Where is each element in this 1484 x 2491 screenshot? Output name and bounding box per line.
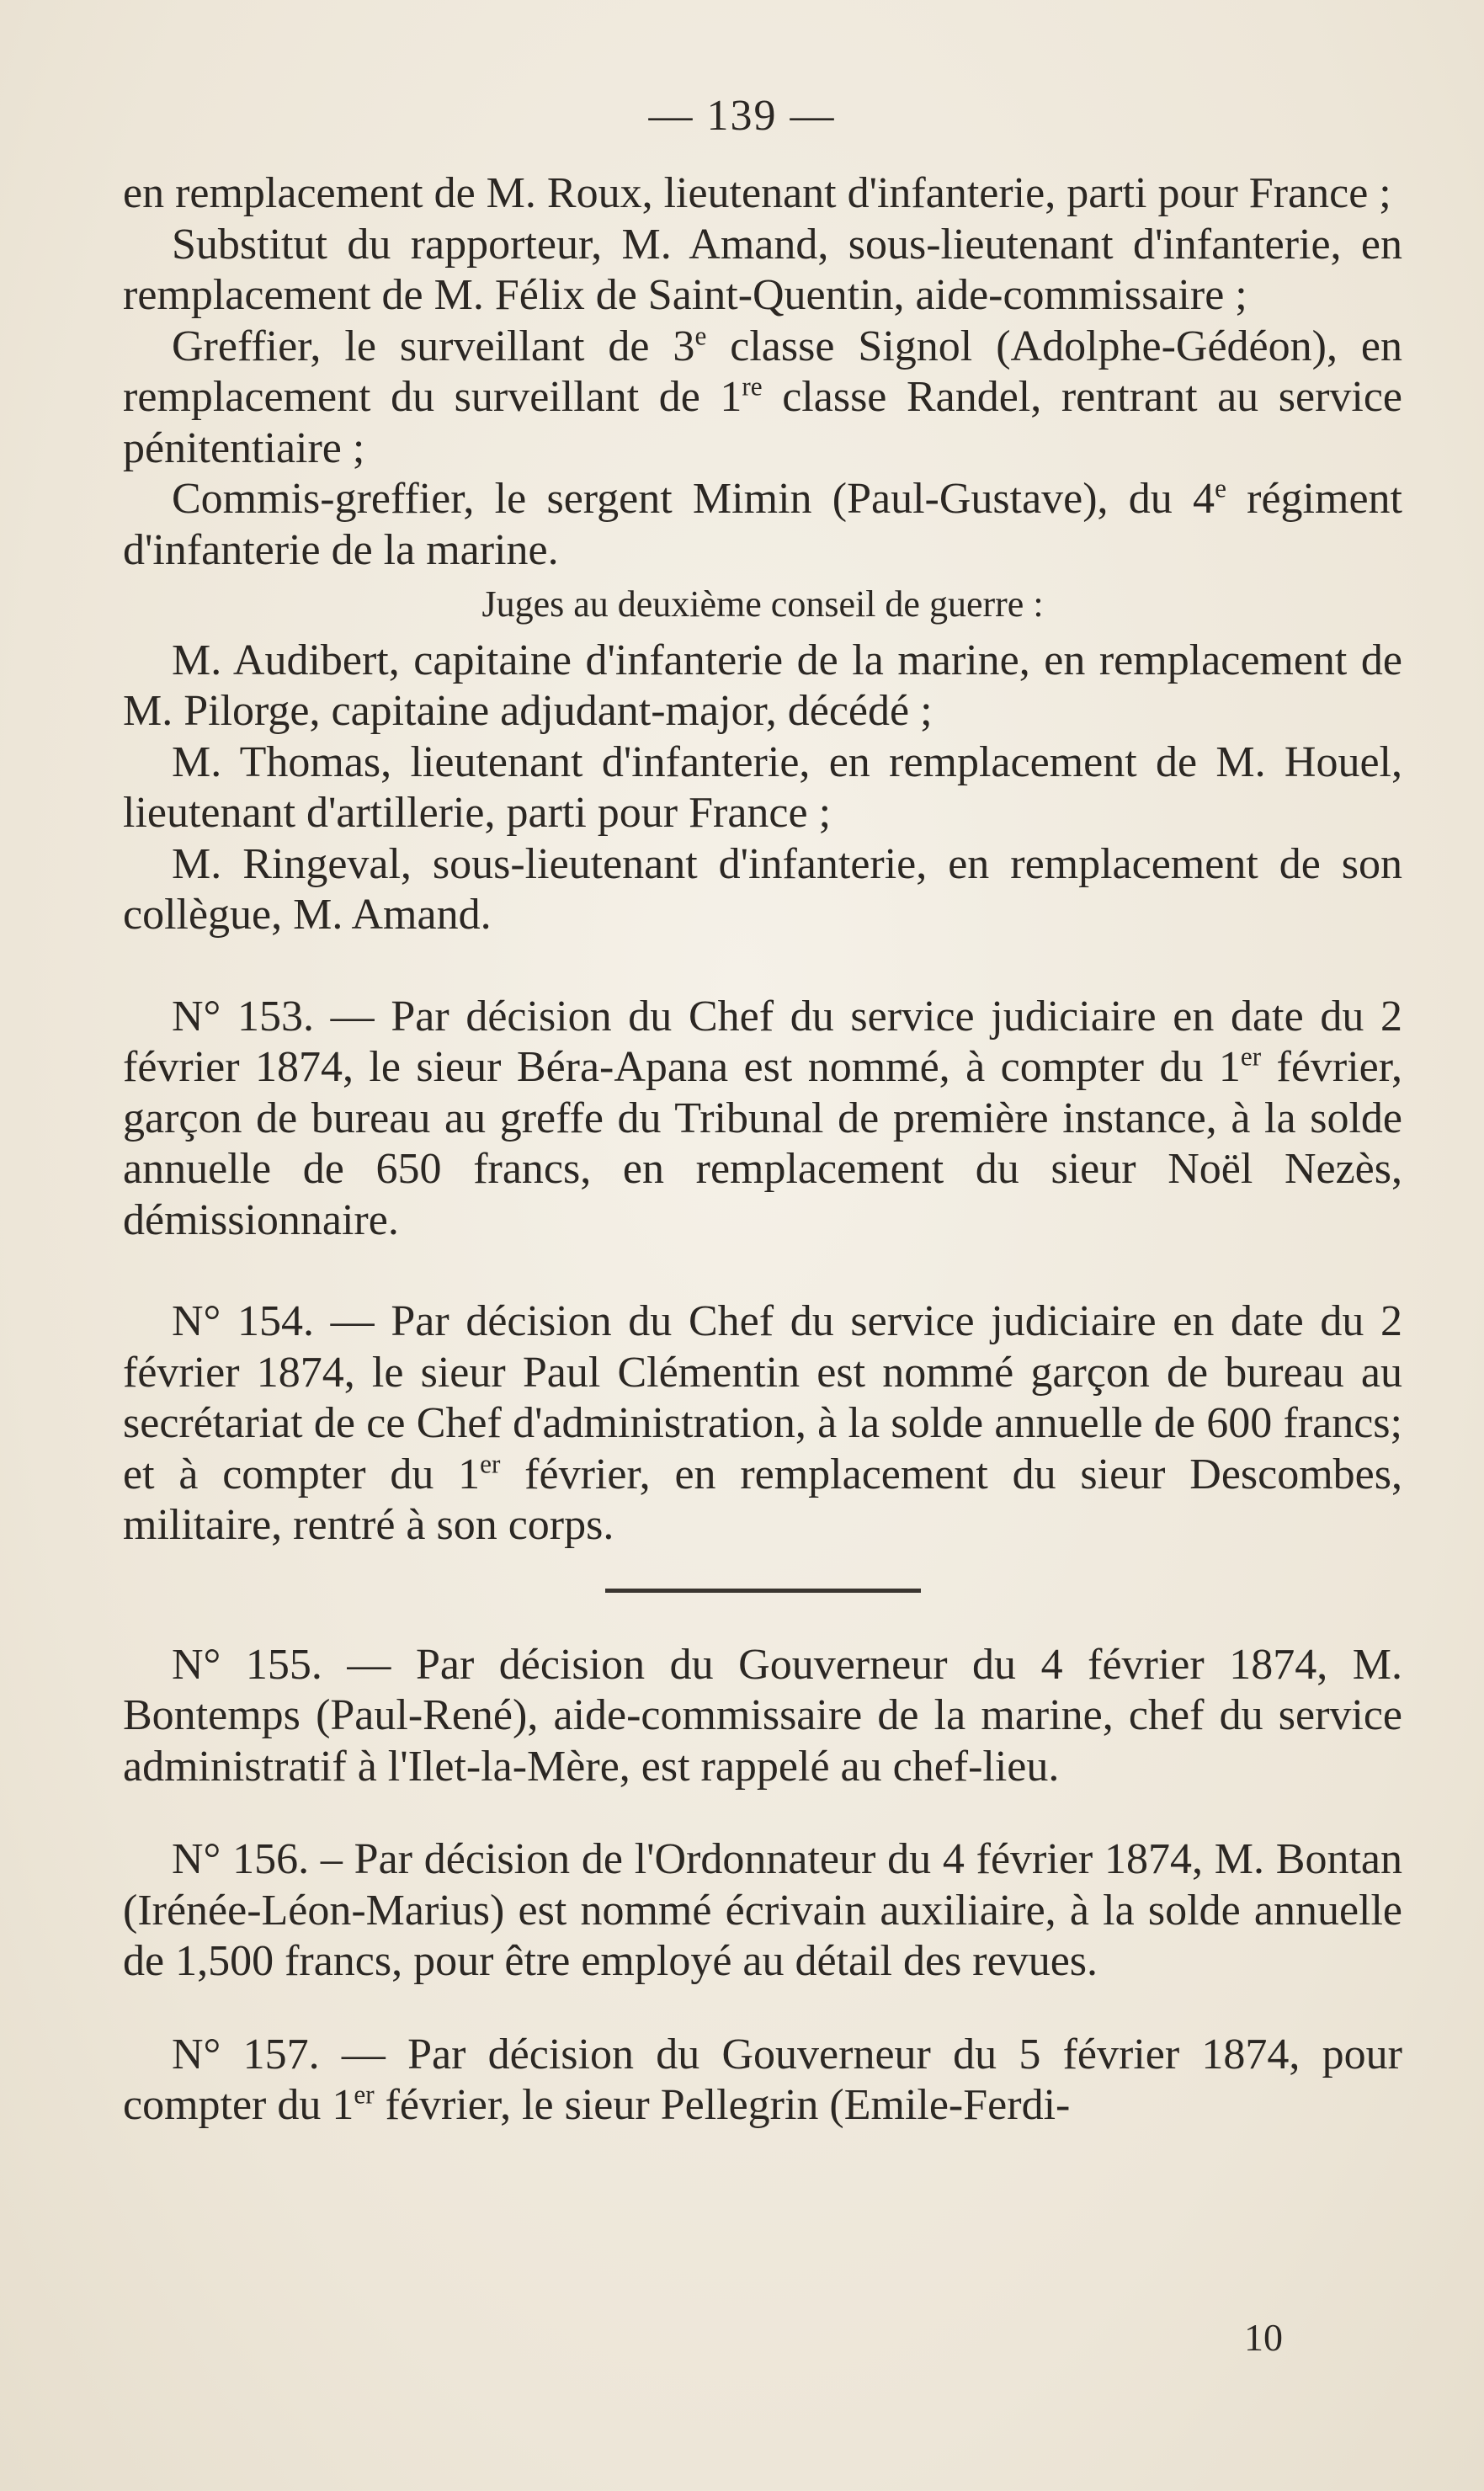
paragraph-154 bbox=[123, 1296, 1402, 1552]
text-span: classe Randel, rentrant au service pénitentiaire ; bbox=[123, 373, 1402, 472]
superscript: re bbox=[742, 371, 763, 402]
horizontal-rule bbox=[605, 1589, 921, 1593]
superscript: e bbox=[1215, 473, 1226, 503]
text-span: février, le sieur Pellegrin (Emile-Ferdi- bbox=[374, 2081, 1071, 2129]
section-heading: Juges au deuxième conseil de guerre : bbox=[481, 583, 1044, 625]
paragraph-1: en remplacement de M. Roux, lieutenant d'infanterie, parti pour France ; bbox=[123, 169, 1391, 217]
superscript: er bbox=[480, 1449, 501, 1479]
paragraph-153 bbox=[123, 992, 1402, 1247]
paragraph-3 bbox=[123, 322, 1402, 475]
superscript: er bbox=[1240, 1041, 1262, 1072]
paragraph-6: M. Thomas, lieutenant d'infanterie, en remplacement de M. Houel, lieutenant d'artillerie, parti pour France ; bbox=[123, 737, 1402, 837]
paragraph-156: N° 156. – Par décision de l'Ordonnateur du 4 février 1874, M. Bontan (Irénée-Léon-Marius) est nommé écrivain auxiliaire, à la solde annuelle de 1,500 francs, pour être employé au détail des revues. bbox=[123, 1835, 1402, 1985]
text-span: classe Signol (Adolphe-Gédéon), en remplacement du surveillant de 1 bbox=[123, 322, 1402, 421]
paragraph-157 bbox=[123, 2030, 1402, 2132]
text-span: février, en remplacement du sieur Descombes, militaire, rentré à son corps. bbox=[123, 1450, 1402, 1549]
text-span: N° 157. — Par décision du Gouverneur du 5 février 1874, pour compter du 1 bbox=[123, 2030, 1402, 2129]
superscript: er bbox=[354, 2079, 375, 2110]
paragraph-155: N° 155. — Par décision du Gouverneur du 4 février 1874, M. Bontemps (Paul-René), aide-commissaire de la marine, chef du service administratif à l'Ilet-la-Mère, est rappelé au chef-lieu. bbox=[123, 1640, 1402, 1791]
text-span: N° 154. — Par décision du Chef du service judiciaire en date du 2 février 1874, le sieur Paul Clémentin est nommé garçon de bureau au secrétariat de ce Chef d'administration, à la solde annuelle de 600 francs; et à compter du 1 bbox=[123, 1297, 1402, 1498]
page-number-header: — 139 — bbox=[648, 92, 836, 140]
spacer bbox=[123, 1792, 1402, 1834]
spacer bbox=[123, 1988, 1402, 2030]
page-body bbox=[123, 168, 1402, 2132]
paragraph-7: M. Ringeval, sous-lieutenant d'infanterie, en remplacement de son collègue, M. Amand. bbox=[123, 839, 1402, 939]
text-span: Commis-greffier, le sergent Mimin (Paul-Gustave), du 4 bbox=[172, 475, 1215, 523]
paragraph-2: Substitut du rapporteur, M. Amand, sous-lieutenant d'infanterie, en remplacement de M. Félix de Saint-Quentin, aide-commissaire ; bbox=[123, 220, 1402, 319]
spacer bbox=[123, 941, 1402, 992]
text-span: régiment d'infanterie de la marine. bbox=[123, 475, 1402, 574]
superscript: e bbox=[694, 321, 707, 351]
text-span: N° 153. — Par décision du Chef du service judiciaire en date du 2 février 1874, le sieur Béra-Apana est nommé, à compter du 1 bbox=[123, 992, 1402, 1091]
text-span: Greffier, le surveillant de 3 bbox=[172, 322, 695, 370]
paragraph-5: M. Audibert, capitaine d'infanterie de la marine, en remplacement de M. Pilorge, capitaine adjudant-major, décédé ; bbox=[123, 636, 1402, 735]
text-span: février, garçon de bureau au greffe du Tribunal de première instance, à la solde annuelle de 650 francs, en remplacement du sieur Noël Nezès, démissionnaire. bbox=[123, 1043, 1402, 1244]
signature-mark: 10 bbox=[1244, 2316, 1283, 2359]
spacer bbox=[123, 1246, 1402, 1296]
paragraph-4 bbox=[123, 474, 1402, 576]
